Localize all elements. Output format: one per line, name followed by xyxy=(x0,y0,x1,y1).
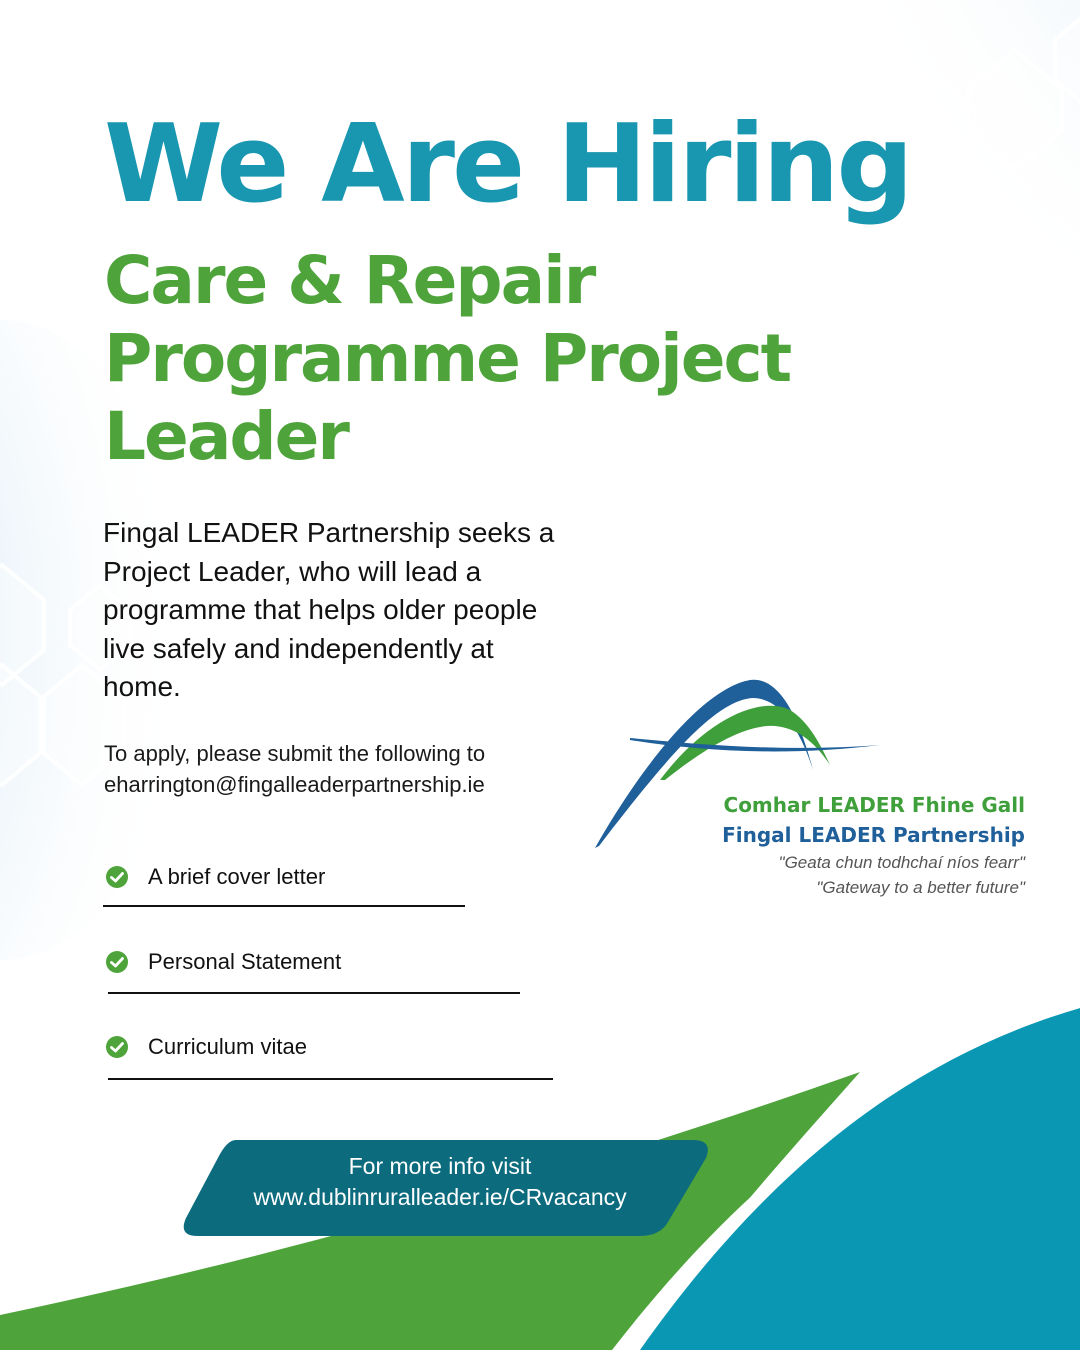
cta-text: For more info visit xyxy=(348,1153,532,1179)
partnership-logo-text xyxy=(660,790,1025,900)
job-title-line: Care & Repair xyxy=(104,242,595,319)
requirement-underline xyxy=(108,1078,553,1080)
job-description xyxy=(103,514,663,707)
description-line: programme that helps older people xyxy=(103,594,538,625)
apply-email[interactable]: eharrington@fingalleaderpartnership.ie xyxy=(104,772,485,797)
headline: We Are Hiring xyxy=(104,102,911,227)
description-line: home. xyxy=(103,671,181,702)
requirement-label: Curriculum vitae xyxy=(148,1034,307,1059)
apply-text: To apply, please submit the following to xyxy=(104,741,486,766)
requirement-item xyxy=(104,947,524,987)
job-title-line: Programme Project xyxy=(104,320,791,397)
check-circle-icon xyxy=(104,1034,130,1060)
logo-irish-name: Comhar LEADER Fhine Gall xyxy=(723,793,1025,817)
logo-tagline-irish: "Geata chun todhchaí níos fearr" xyxy=(778,853,1025,872)
description-line: live safely and independently at xyxy=(103,632,494,664)
job-title-line: Leader xyxy=(104,398,348,475)
requirement-underline xyxy=(108,992,520,994)
requirement-underline xyxy=(103,905,465,907)
check-circle-icon xyxy=(104,864,130,890)
logo-english-name: Fingal LEADER Partnership xyxy=(722,823,1025,847)
job-title xyxy=(104,242,864,476)
cta-link[interactable]: www.dublinruralleader.ie/CRvacancy xyxy=(253,1184,627,1210)
cta-banner[interactable] xyxy=(200,1151,680,1213)
requirement-label: Personal Statement xyxy=(148,949,342,974)
requirement-item xyxy=(104,1032,554,1072)
logo-tagline-english: "Gateway to a better future" xyxy=(816,878,1025,897)
requirement-label: A brief cover letter xyxy=(148,864,326,889)
requirement-item xyxy=(104,862,484,902)
description-line: Fingal LEADER Partnership seeks a xyxy=(103,517,555,548)
apply-instructions xyxy=(104,738,624,800)
description-line: Project Leader, who will lead a xyxy=(103,555,482,587)
check-circle-icon xyxy=(104,949,130,975)
